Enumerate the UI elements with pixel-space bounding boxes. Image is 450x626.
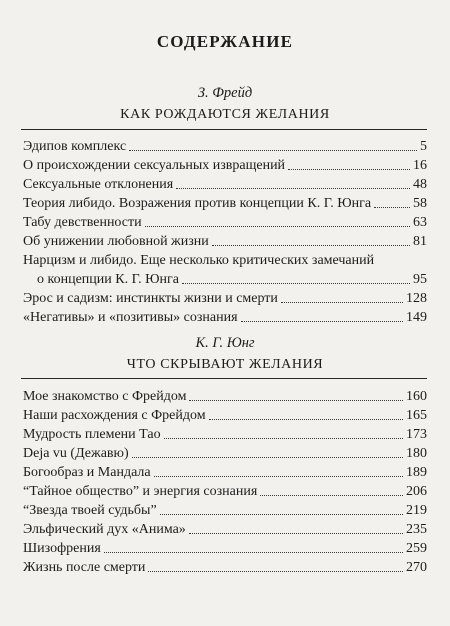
- toc-entry[interactable]: [23, 387, 427, 406]
- toc-leader: [154, 476, 403, 477]
- toc-leader: [145, 226, 410, 227]
- toc-leader: [129, 150, 417, 151]
- toc-entry[interactable]: [23, 444, 427, 463]
- part2-author: К. Г. Юнг: [195, 335, 255, 351]
- toc-entry-label: Эльфический дух «Анима»: [23, 522, 186, 537]
- toc-entry-page: 16: [413, 158, 427, 173]
- toc-leader: [374, 207, 410, 208]
- toc-entry[interactable]: [23, 406, 427, 425]
- toc-leader: [281, 302, 403, 303]
- part2-toc: [23, 387, 427, 577]
- toc-leader: [189, 533, 403, 534]
- toc-leader: [288, 169, 410, 170]
- toc-entry-page: 63: [413, 215, 427, 230]
- toc-entry-label: Deja vu (Дежавю): [23, 446, 129, 461]
- toc-entry-page: 189: [406, 465, 427, 480]
- toc-entry[interactable]: [23, 232, 427, 251]
- toc-entry-page: 206: [406, 484, 427, 499]
- toc-entry-label: Сексуальные отклонения: [23, 177, 174, 192]
- toc-entry[interactable]: [23, 539, 427, 558]
- toc-entry[interactable]: [23, 213, 427, 232]
- toc-entry-label: Нарцизм и либидо. Еще несколько критических замечаний: [23, 253, 375, 268]
- toc-leader: [189, 400, 403, 401]
- toc-entry-label: Мудрость племени Тао: [23, 427, 161, 442]
- part2-rule: [21, 378, 427, 379]
- toc-entry-label: Эдипов комплекс: [23, 139, 127, 154]
- toc-leader: [182, 283, 410, 284]
- toc-entry[interactable]: [23, 156, 427, 175]
- toc-entry[interactable]: [23, 425, 427, 444]
- toc-entry-label: Об унижении любовной жизни: [23, 234, 209, 249]
- toc-entry-label: Мое знакомство с Фрейдом: [23, 389, 187, 404]
- toc-entry-label: о концепции К. Г. Юнга: [37, 272, 179, 287]
- part1-author: З. Фрейд: [197, 85, 253, 101]
- toc-entry-label: Наши расхождения с Фрейдом: [23, 408, 206, 423]
- toc-entry-label: Теория либидо. Возражения против концепции К. Г. Юнга: [23, 196, 372, 211]
- toc-leader: [104, 552, 403, 553]
- toc-entry[interactable]: [23, 558, 427, 577]
- part1-title: КАК РОЖДАЮТСЯ ЖЕЛАНИЯ: [120, 107, 330, 122]
- toc-entry[interactable]: [23, 270, 427, 289]
- toc-leader: [132, 457, 403, 458]
- toc-entry-page: 58: [413, 196, 427, 211]
- toc-entry-page: 270: [406, 560, 427, 575]
- toc-entry-label: Эрос и садизм: инстинкты жизни и смерти: [23, 291, 278, 306]
- toc-entry-label: “Звезда твоей судьбы”: [23, 503, 157, 518]
- toc-leader: [160, 514, 403, 515]
- toc-entry-page: 48: [413, 177, 427, 192]
- toc-entry-page: 128: [406, 291, 427, 306]
- toc-entry-label: “Тайное общество” и энергия сознания: [23, 484, 258, 499]
- toc-entry[interactable]: [23, 194, 427, 213]
- toc-entry-page: 259: [406, 541, 427, 556]
- toc-entry[interactable]: [23, 501, 427, 520]
- toc-entry-page: 160: [406, 389, 427, 404]
- toc-leader: [241, 321, 403, 322]
- toc-entry-label: Богообраз и Мандала: [23, 465, 151, 480]
- toc-entry[interactable]: [23, 308, 427, 327]
- toc-leader: [209, 419, 403, 420]
- part1-rule: [21, 129, 427, 130]
- toc-entry-label: Табу девственности: [23, 215, 142, 230]
- toc-entry-page: 180: [406, 446, 427, 461]
- toc-entry-label: О происхождении сексуальных извращений: [23, 158, 286, 173]
- toc-entry-page: 219: [406, 503, 427, 518]
- toc-entry-page: 149: [406, 310, 427, 325]
- toc-entry[interactable]: [23, 175, 427, 194]
- toc-entry-label: Жизнь после смерти: [23, 560, 146, 575]
- toc-leader: [176, 188, 410, 189]
- toc-entry[interactable]: [23, 520, 427, 539]
- toc-leader: [212, 245, 410, 246]
- part2-title: ЧТО СКРЫВАЮТ ЖЕЛАНИЯ: [126, 357, 324, 372]
- toc-entry-page: 235: [406, 522, 427, 537]
- toc-entry-label: «Негативы» и «позитивы» сознания: [23, 310, 238, 325]
- toc-entry-label: Шизофрения: [23, 541, 101, 556]
- toc-entry[interactable]: [23, 463, 427, 482]
- contents-title: СОДЕРЖАНИЕ: [156, 32, 294, 51]
- toc-entry[interactable]: [23, 251, 427, 270]
- toc-entry-page: 95: [413, 272, 427, 287]
- toc-leader: [260, 495, 403, 496]
- toc-entry[interactable]: [23, 137, 427, 156]
- toc-entry-page: 165: [406, 408, 427, 423]
- part1-toc: [23, 137, 427, 327]
- toc-leader: [164, 438, 403, 439]
- toc-entry[interactable]: [23, 482, 427, 501]
- toc-leader: [148, 571, 403, 572]
- toc-entry-page: 173: [406, 427, 427, 442]
- toc-entry-page: 81: [413, 234, 427, 249]
- toc-entry-page: 5: [420, 139, 427, 154]
- toc-entry[interactable]: [23, 289, 427, 308]
